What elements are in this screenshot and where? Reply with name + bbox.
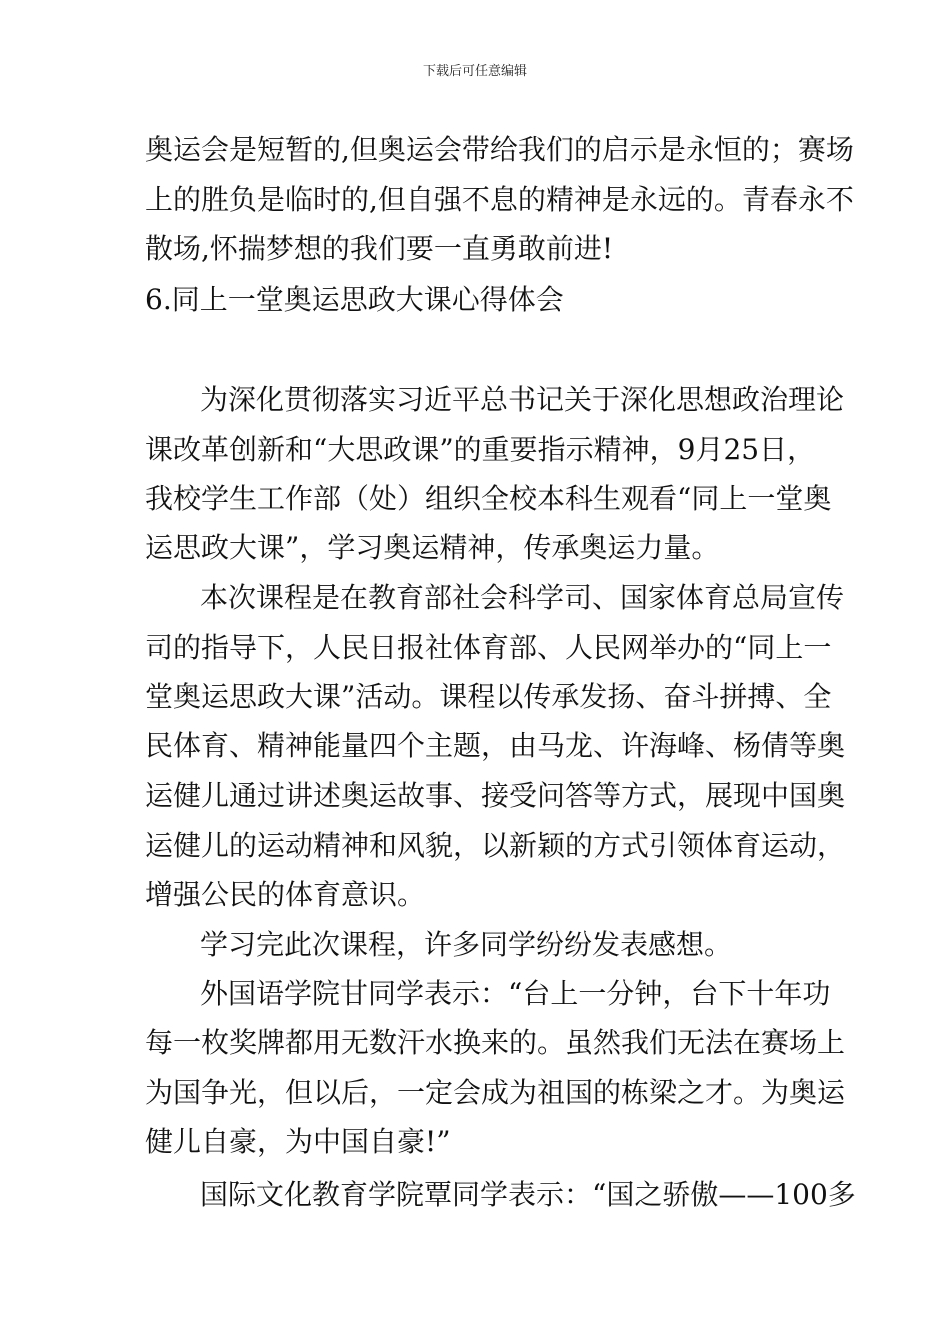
paragraph-line: 外国语学院甘同学表示：“台上一分钟，台下十年功 [200,977,831,1010]
paragraph-line: 学习完此次课程，许多同学纷纷发表感想。 [200,928,733,961]
intro-line: 上的胜负是临时的,但自强不息的精神是永远的。青春永不 [145,183,854,216]
paragraph-line: 民体育、精神能量四个主题，由马龙、许海峰、杨倩等奥 [145,729,846,762]
paragraph-line: 每一枚奖牌都用无数汗水换来的。虽然我们无法在赛场上 [145,1026,846,1059]
paragraph-line: 课改革创新和“大思政课”的重要指示精神，9月25日， [145,433,816,466]
paragraph-line: 堂奥运思政大课”活动。课程以传承发扬、奋斗拼搏、全 [145,680,832,713]
intro-line: 散场,怀揣梦想的我们要一直勇敢前进! [145,232,614,265]
paragraph-line: 健儿自豪，为中国自豪!” [145,1125,451,1158]
paragraph-line: 国际文化教育学院覃同学表示：“国之骄傲——100多 [200,1178,856,1211]
section-heading: 6.同上一堂奥运思政大课心得体会 [145,283,564,316]
page-header: 下载后可任意编辑 [422,64,527,79]
paragraph-line: 运思政大课”，学习奥运精神，传承奥运力量。 [145,531,720,564]
paragraph-line: 为国争光，但以后，一定会成为祖国的栋梁之才。为奥运 [145,1076,846,1109]
paragraph-line: 运健儿通过讲述奥运故事、接受问答等方式，展现中国奥 [145,779,846,812]
paragraph-line: 司的指导下，人民日报社体育部、人民网举办的“同上一 [145,631,832,664]
paragraph-line: 运健儿的运动精神和风貌，以新颖的方式引领体育运动， [145,829,846,862]
intro-line: 奥运会是短暂的,但奥运会带给我们的启示是永恒的；赛场 [145,133,854,166]
paragraph-line: 本次课程是在教育部社会科学司、国家体育总局宣传 [200,581,845,614]
paragraph-line: 为深化贯彻落实习近平总书记关于深化思想政治理论 [200,383,845,416]
paragraph-line: 增强公民的体育意识。 [145,878,426,911]
paragraph-line: 我校学生工作部（处）组织全校本科生观看“同上一堂奥 [145,482,832,515]
